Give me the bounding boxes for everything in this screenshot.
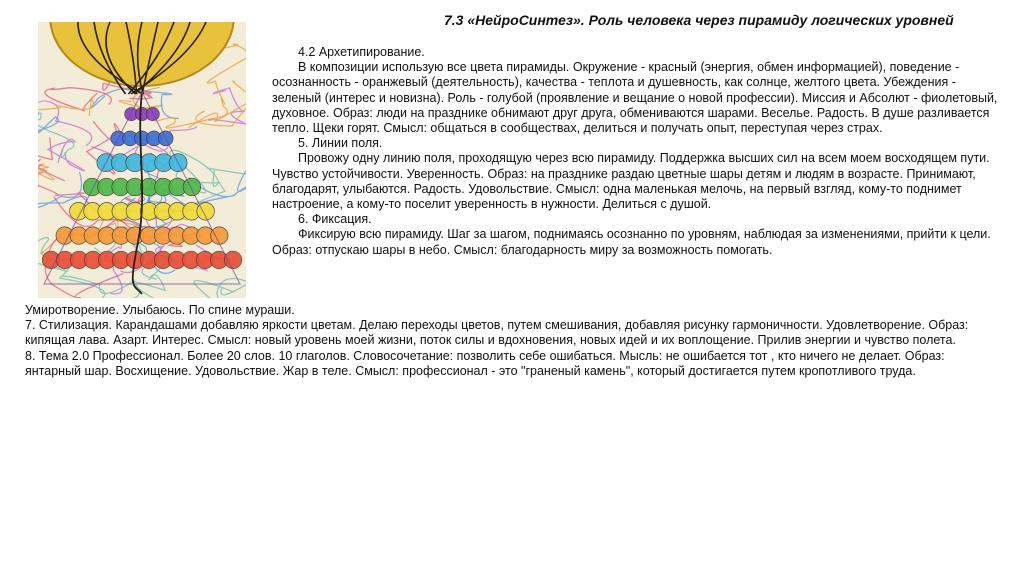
pyramid-circle xyxy=(211,227,228,244)
paragraph-professional: 8. Тема 2.0 Профессионал. Более 20 слов. 10 глаголов. Словосочетание: позволить себе ошибаться. Мысль: не ошибается тот , кто ничего не делает. Образ: янтарный шар. Восхищение. Удовольствие. Жар в теле. Смысл: профессионал - это "граненый камень", который достигается путем кропотливого труда. xyxy=(25,348,949,378)
paragraph-field-lines-body: Провожу одну линию поля, проходящую через всю пирамиду. Поддержка высших сил на всем моем восходящем пути. Чувство устойчивости. Уверенность. Образ: на празднике раздаю цветные шары детям и людям в возрасте. Принимают, благодарят, улыбаются. Радость. Удовольствие. Смысл: одна маленькая мелочь, на первый взгляд, кому-то поднимет настроение, а кому-то поселит уверенность в нужности. Делиться с душой. xyxy=(272,151,997,212)
lower-text-block xyxy=(25,303,1000,379)
slide-title: 7.3 «НейроСинтез». Роль человека через пирамиду логических уровней xyxy=(444,12,954,28)
paragraph-fixation-body: Фиксирую всю пирамиду. Шаг за шагом, поднимаясь осознанно по уровням, наблюдая за изменениями, прийти к цели. Образ: отпускаю шары в небо. Смысл: благодарность миру за возможность помогать. xyxy=(272,227,998,257)
pyramid-artwork xyxy=(38,22,246,298)
upper-text-block xyxy=(272,45,1007,258)
paragraph-fixation-heading: 6. Фиксация. xyxy=(298,212,372,227)
pyramid-circle xyxy=(224,251,241,268)
pyramid-circle xyxy=(183,178,201,196)
paragraph-calm: Умиротворение. Улыбаюсь. По спине мураши. xyxy=(25,303,295,317)
paragraph-stylization: 7. Стилизация. Карандашами добавляю яркости цветам. Делаю переходы цветов, путем смешивания, добавляя рисунку гармоничности. Удовлетворение. Образ: кипящая лава. Азарт. Интерес. Смысл: новый уровень моей жизни, поток силы и вдохновения, новых идей и их воплощение. Прилив энергии и чувство полета. xyxy=(25,318,972,348)
paragraph-field-lines-heading: 5. Линии поля. xyxy=(298,136,383,151)
paragraph-archetyping-heading: 4.2 Архетипирование. xyxy=(298,45,425,59)
pyramid-artwork-svg xyxy=(38,22,246,298)
paragraph-archetyping-body: В композиции использую все цвета пирамиды. Окружение - красный (энергия, обмен информацией), поведение - осознанность - оранжевый (деятельность), качества - теплота и душевность, как солнце, желтого цвета. Убеждения - зеленый (интерес и новизна). Роль - голубой (проявление и вещание о новой профессии). Миссия и Абсолют - фиолетовый, духовное. Образ: люди на празднике обнимают друг друга, обмениваются шарами. Веселье. Радость. В душе разливается тепло. Щеки горят. Смысл: общаться в сообществах, делиться и получать опыт, переступая через страх. xyxy=(272,60,1001,136)
